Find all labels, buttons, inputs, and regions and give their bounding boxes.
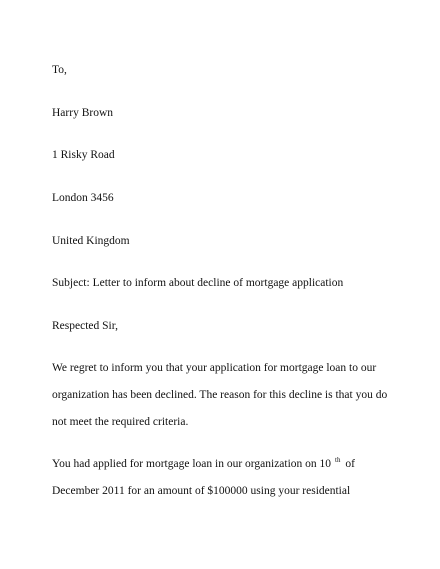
paragraph-2-line-2: December 2011 for an amount of $100000 using your residential — [52, 485, 351, 497]
paragraph-2-line-1 — [52, 457, 355, 472]
paragraph-1-line-1: We regret to inform you that your application for mortgage loan to our — [52, 362, 377, 374]
ordinal-superscript: th — [335, 456, 341, 464]
address-line-2: London 3456 — [52, 192, 114, 204]
address-country: United Kingdom — [52, 235, 130, 247]
subject-line: Subject: Letter to inform about decline of mortgage application — [52, 277, 344, 289]
salutation: Respected Sir, — [52, 320, 118, 332]
paragraph-2-line-1-tail: of — [342, 458, 355, 470]
address-line-1: 1 Risky Road — [52, 149, 115, 161]
paragraph-2-line-1-text: You had applied for mortgage loan in our organization on 10 — [52, 458, 332, 470]
paragraph-1-line-2: organization has been declined. The reason for this decline is that you do — [52, 389, 388, 401]
paragraph-1-line-3: not meet the required criteria. — [52, 416, 189, 428]
address-to: To, — [52, 64, 67, 76]
recipient-name: Harry Brown — [52, 107, 113, 119]
